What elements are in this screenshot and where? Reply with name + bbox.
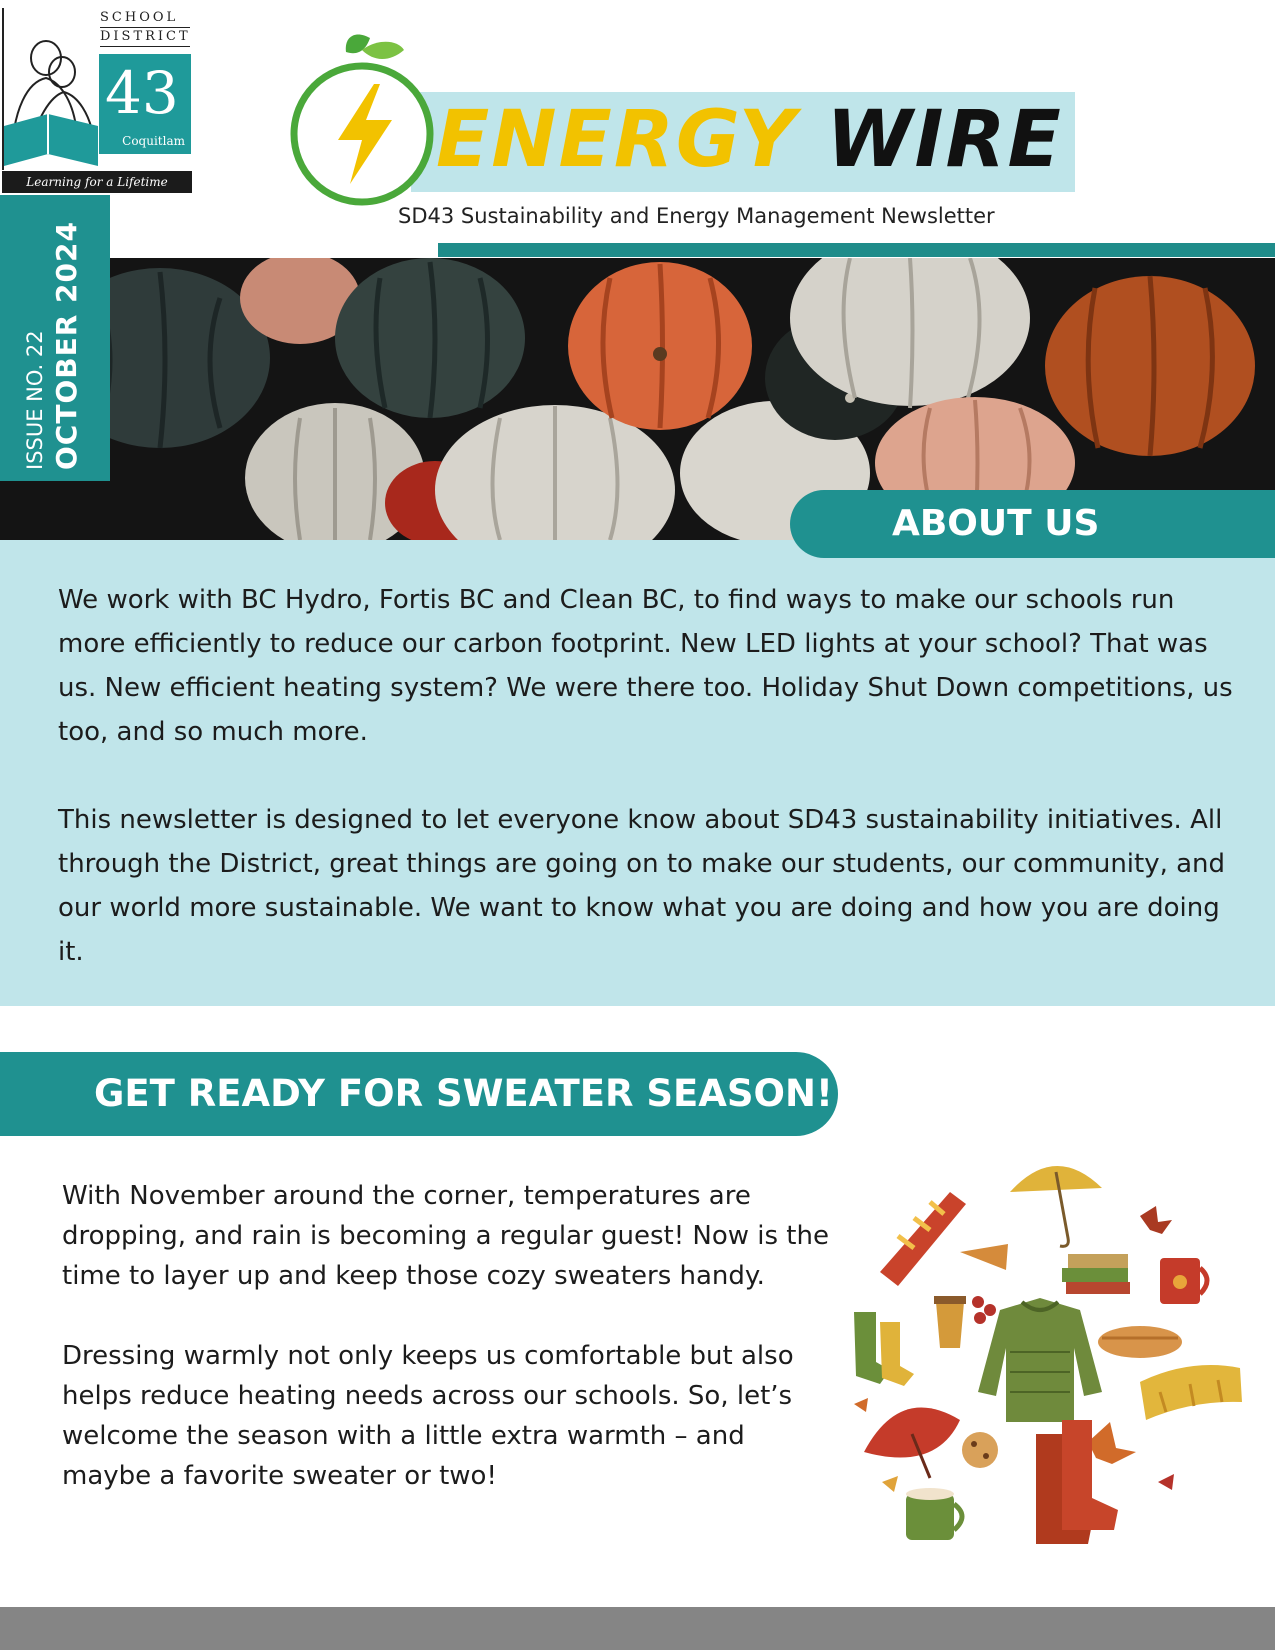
books-icon xyxy=(1062,1254,1130,1294)
sweater-paragraph-1: With November around the corner, temperatures are dropping, and rain is becoming a regular guest! Now is the time to layer up and keep those cozy sweaters handy. xyxy=(62,1181,829,1291)
about-section xyxy=(0,540,1275,1006)
red-umbrella-icon xyxy=(864,1408,960,1478)
cocoa-mug-icon xyxy=(906,1488,962,1540)
district-logo xyxy=(2,8,194,192)
pumpkin-orange-right xyxy=(1045,276,1255,456)
logo-wordmark xyxy=(100,10,190,48)
scarf-icon xyxy=(880,1192,966,1286)
logo-line-school: SCHOOL xyxy=(100,10,179,25)
masthead-title xyxy=(436,90,1063,190)
autumn-items-collage xyxy=(840,1152,1260,1564)
logo-number: 43 xyxy=(105,59,179,127)
coffee-cup-icon xyxy=(934,1296,966,1348)
masthead-subtitle: SD43 Sustainability and Energy Management Newsletter xyxy=(398,204,995,228)
masthead xyxy=(286,32,1076,232)
pie-icon xyxy=(1098,1326,1182,1358)
socks-icon xyxy=(854,1312,914,1386)
logo-tagline: Learning for a Lifetime xyxy=(2,171,192,193)
cookie-icon xyxy=(962,1432,998,1468)
maple-leaf-icon xyxy=(1140,1206,1172,1234)
sweater-heading: GET READY FOR SWEATER SEASON! xyxy=(0,1052,838,1136)
sweater-section xyxy=(62,1176,832,1536)
logo-number-block xyxy=(99,54,191,154)
issue-label xyxy=(20,200,84,470)
about-paragraph-2: This newsletter is designed to let everyone know about SD43 sustainability initiatives. All through the District, great things are going on to make our students, our community, and our world more sustainable. We want to know what you are doing and how you are doing it. xyxy=(58,805,1226,967)
pumpkin-orange-center xyxy=(568,262,752,430)
masthead-rule xyxy=(438,240,1275,257)
issue-date: OCTOBER 2024 xyxy=(50,221,83,470)
title-energy: ENERGY xyxy=(436,95,798,185)
pie-slice-icon xyxy=(960,1244,1008,1270)
title-wire: WIRE xyxy=(826,95,1063,185)
umbrella-yellow-icon xyxy=(1010,1166,1102,1246)
issue-number: ISSUE NO. 22 xyxy=(23,330,47,470)
mug-red-icon xyxy=(1160,1258,1207,1304)
about-paragraph-1: We work with BC Hydro, Fortis BC and Clean BC, to find ways to make our schools run more efficiently to reduce our carbon footprint. New LED lights at your school? That was us. New efficient heating system? We were there too. Holiday Shut Down competitions, us too, and so much more. xyxy=(58,585,1233,747)
logo-line-district: DISTRICT xyxy=(100,29,191,44)
leaf-orange-icon xyxy=(1088,1422,1136,1464)
sweater-paragraph-2: Dressing warmly not only keeps us comfortable but also helps reduce heating needs across our schools. So, let’s welcome the season with a little extra warmth – and maybe a favorite sweater or two! xyxy=(62,1341,794,1491)
reading-figures-icon xyxy=(2,30,102,170)
berries-icon xyxy=(972,1296,996,1324)
sweater-icon xyxy=(978,1298,1102,1422)
pumpkin-dark-center xyxy=(335,258,525,418)
footer-bar xyxy=(0,1607,1275,1650)
lightning-bolt-icon xyxy=(286,32,446,212)
yellow-scarf-icon xyxy=(1140,1365,1242,1420)
about-heading: ABOUT US xyxy=(790,490,1275,558)
logo-town: Coquitlam xyxy=(122,134,185,148)
